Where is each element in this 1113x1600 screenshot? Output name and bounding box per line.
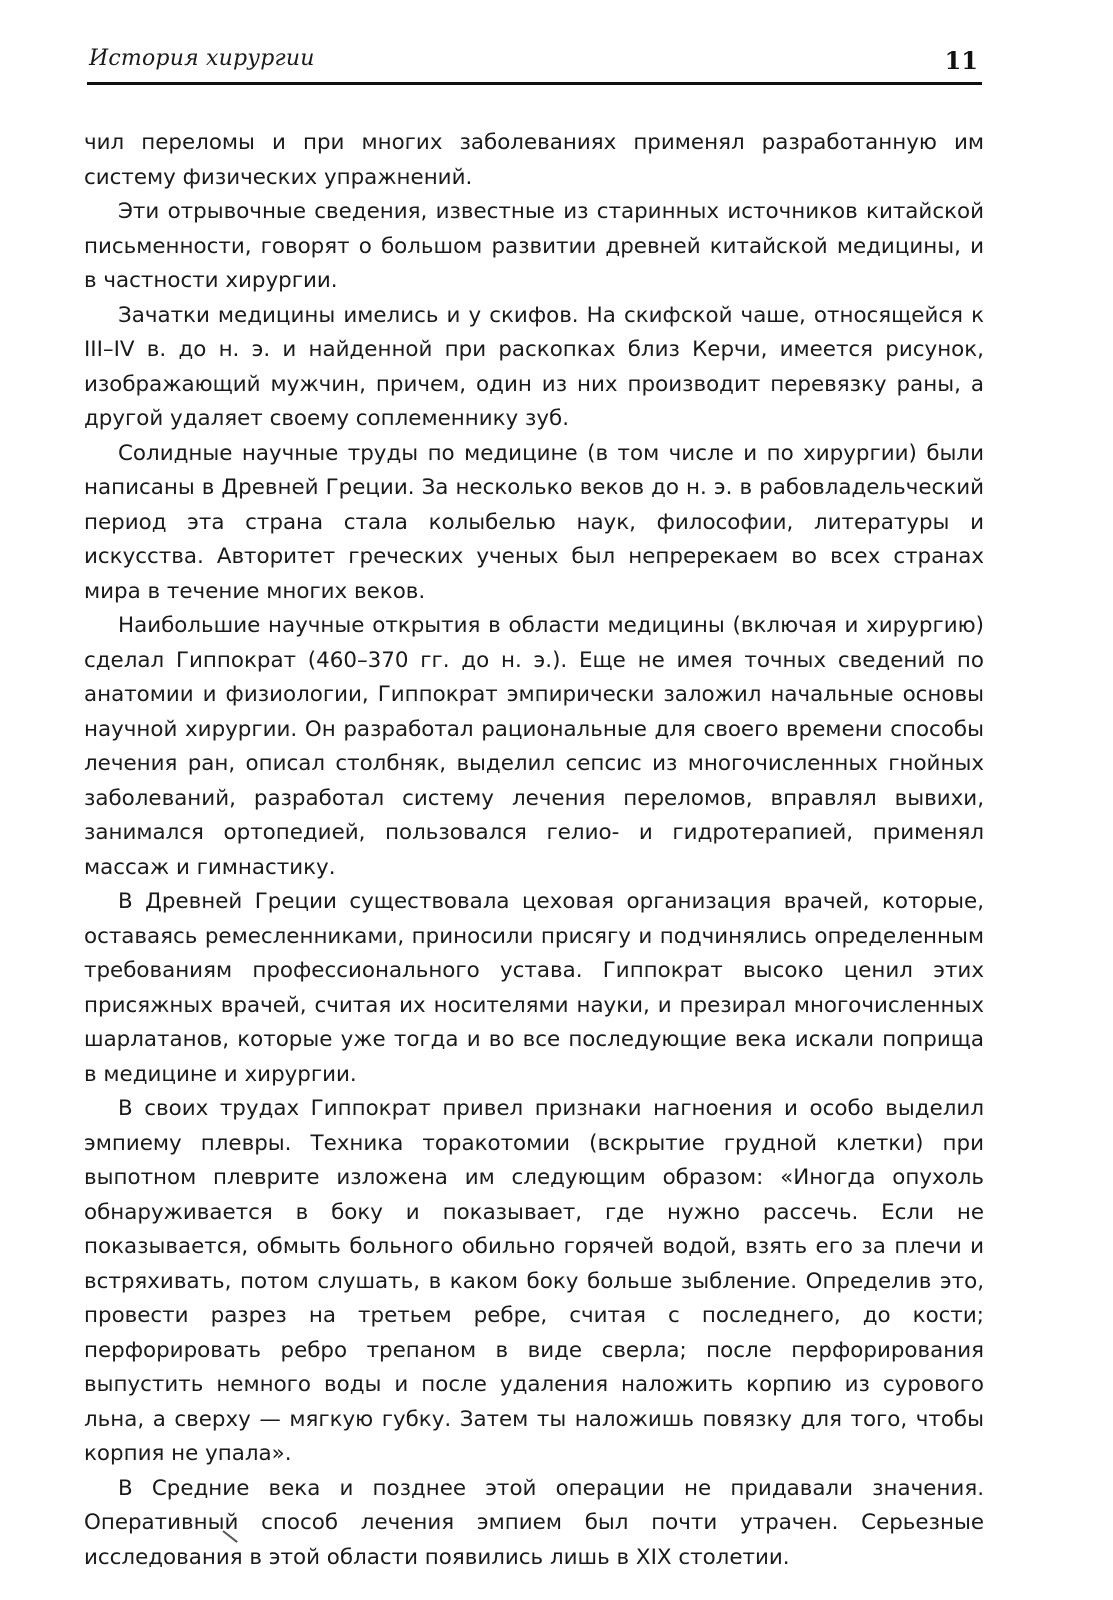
paragraph: В Средние века и позднее этой операции не придавали значения. Оперативный способ лечения эмпием был почти утрачен. Серьезные исследования в этой области появились лишь в XIX столетии. bbox=[84, 1475, 984, 1570]
paragraph: В своих трудах Гиппократ привел признаки нагноения и особо выделил эмпиему плевры. Техника торакотомии (вскрытие грудной клетки) при выпотном плеврите изложена им следующим образом: «Иногда опухоль обнаруживается в боку и показывает, где нужно рассечь. Если не показывается, обмыть больного обильно горячей водой, взять его за плечи и встряхивать, потом слушать, в каком боку больше зыбление. Определив это, провести разрез на третьем ребре, считая с последнего, до кости; перфорировать ребро трепаном в виде сверла; после перфорирования выпустить немного воды и после удаления наложить корпию из сурового льна, а сверху — мягкую губку. Затем ты наложишь повязку для того, чтобы корпия не упала». bbox=[84, 1096, 984, 1466]
paragraph: Солидные научные труды по медицине (в том числе и по хирургии) были написаны в Древней Греции. За несколько веков до н. э. в рабовладельческий период эта страна стала колыбелью наук, философии, литературы и искусства. Авторитет греческих ученых был непререкаем во всех странах мира в течение многих веков. bbox=[84, 440, 984, 604]
header-rule bbox=[87, 82, 982, 85]
paragraph: В Древней Греции существовала цеховая организация врачей, которые, оставаясь ремесленниками, приносили присягу и подчинялись определенным требованиям профессионального устава. Гиппократ высоко ценил этих присяжных врачей, считая их носителями науки, и презирал многочисленных шарлатанов, которые уже тогда и во все последующие века искали поприща в медицине и хирургии. bbox=[84, 889, 984, 1087]
paragraph: Эти отрывочные сведения, известные из старинных источников китайской письменности, говорят о большом развитии древней китайской медицины, и в частности хирургии. bbox=[84, 199, 984, 293]
running-header bbox=[87, 40, 982, 84]
paragraph: Наибольшие научные открытия в области медицины (включая и хирургию) сделал Гиппократ (460–370 гг. до н. э.). Еще не имея точных сведений по анатомии и физиологии, Гиппократ эмпирически заложил начальные основы научной хирургии. Он разработал рациональные для своего времени способы лечения ран, описал столбняк, выделил сепсис из многочисленных гнойных заболеваний, разработал систему лечения переломов, вправлял вывихи, занимался ортопедией, пользовался гелио- и гидротерапией, применял массаж и гимнастику. bbox=[84, 613, 984, 880]
running-title: История хирургии bbox=[89, 46, 315, 71]
paragraph: Зачатки медицины имелись и у скифов. На скифской чаше, относящейся к III–IV в. до н. э. и найденной при раскопках близ Керчи, имеется рисунок, изображающий мужчин, причем, один из них производит перевязку раны, а другой удаляет своему соплеменнику зуб. bbox=[84, 302, 984, 431]
body-text bbox=[84, 126, 984, 1575]
page-number: 11 bbox=[944, 46, 978, 75]
paragraph-continuation: чил переломы и при многих заболеваниях применял разработанную им систему физических упражнений. bbox=[84, 130, 984, 190]
